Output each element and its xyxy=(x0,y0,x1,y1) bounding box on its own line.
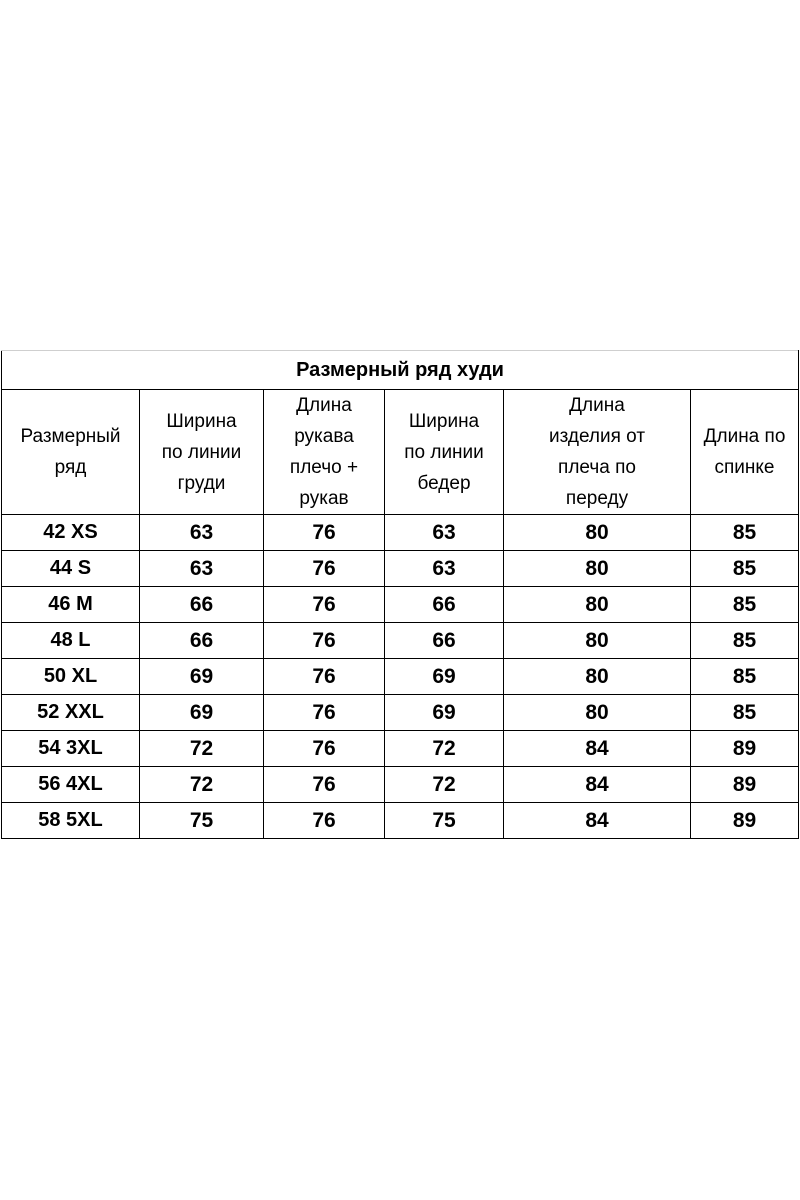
front-length-cell: 84 xyxy=(504,767,691,803)
sleeve-length-cell: 76 xyxy=(264,731,385,767)
sleeve-length-cell: 76 xyxy=(264,695,385,731)
header-hip-width: Ширина по линии бедер xyxy=(385,390,504,515)
hip-width-cell: 75 xyxy=(385,803,504,839)
back-length-cell: 85 xyxy=(691,551,799,587)
size-cell: 46 M xyxy=(2,587,140,623)
back-length-cell: 89 xyxy=(691,767,799,803)
header-back-length: Длина по спинке xyxy=(691,390,799,515)
table-row xyxy=(2,587,799,623)
front-length-cell: 80 xyxy=(504,659,691,695)
hip-width-cell: 63 xyxy=(385,515,504,551)
table-title: Размерный ряд худи xyxy=(2,351,799,390)
size-cell: 44 S xyxy=(2,551,140,587)
front-length-cell: 80 xyxy=(504,587,691,623)
header-row xyxy=(2,390,799,515)
table-row xyxy=(2,515,799,551)
size-cell: 52 XXL xyxy=(2,695,140,731)
hip-width-cell: 69 xyxy=(385,695,504,731)
size-cell: 56 4XL xyxy=(2,767,140,803)
hip-width-cell: 72 xyxy=(385,767,504,803)
back-length-cell: 85 xyxy=(691,659,799,695)
table-row xyxy=(2,695,799,731)
chest-width-cell: 63 xyxy=(140,515,264,551)
hip-width-cell: 66 xyxy=(385,623,504,659)
hip-width-cell: 69 xyxy=(385,659,504,695)
back-length-cell: 85 xyxy=(691,623,799,659)
hip-width-cell: 66 xyxy=(385,587,504,623)
sleeve-length-cell: 76 xyxy=(264,659,385,695)
front-length-cell: 84 xyxy=(504,731,691,767)
header-front-length: Длина изделия от плеча по переду xyxy=(504,390,691,515)
back-length-cell: 85 xyxy=(691,695,799,731)
size-cell: 58 5XL xyxy=(2,803,140,839)
sleeve-length-cell: 76 xyxy=(264,803,385,839)
front-length-cell: 80 xyxy=(504,551,691,587)
hip-width-cell: 72 xyxy=(385,731,504,767)
front-length-cell: 80 xyxy=(504,623,691,659)
header-sleeve-length: Длина рукава плечо + рукав xyxy=(264,390,385,515)
title-row xyxy=(2,351,799,390)
sleeve-length-cell: 76 xyxy=(264,515,385,551)
table-row xyxy=(2,659,799,695)
front-length-cell: 80 xyxy=(504,515,691,551)
table-row xyxy=(2,803,799,839)
chest-width-cell: 63 xyxy=(140,551,264,587)
hip-width-cell: 63 xyxy=(385,551,504,587)
chest-width-cell: 75 xyxy=(140,803,264,839)
header-size: Размерный ряд xyxy=(2,390,140,515)
sleeve-length-cell: 76 xyxy=(264,587,385,623)
chest-width-cell: 72 xyxy=(140,767,264,803)
sleeve-length-cell: 76 xyxy=(264,623,385,659)
table-row xyxy=(2,623,799,659)
size-chart-table xyxy=(1,350,799,839)
back-length-cell: 85 xyxy=(691,515,799,551)
size-cell: 48 L xyxy=(2,623,140,659)
chest-width-cell: 69 xyxy=(140,695,264,731)
size-chart-body xyxy=(2,351,799,839)
size-cell: 54 3XL xyxy=(2,731,140,767)
back-length-cell: 85 xyxy=(691,587,799,623)
sleeve-length-cell: 76 xyxy=(264,551,385,587)
table-row xyxy=(2,731,799,767)
back-length-cell: 89 xyxy=(691,731,799,767)
sleeve-length-cell: 76 xyxy=(264,767,385,803)
chest-width-cell: 66 xyxy=(140,623,264,659)
header-chest-width: Ширина по линии груди xyxy=(140,390,264,515)
chest-width-cell: 66 xyxy=(140,587,264,623)
size-cell: 42 XS xyxy=(2,515,140,551)
back-length-cell: 89 xyxy=(691,803,799,839)
size-cell: 50 XL xyxy=(2,659,140,695)
front-length-cell: 80 xyxy=(504,695,691,731)
table-row xyxy=(2,767,799,803)
chest-width-cell: 72 xyxy=(140,731,264,767)
table-row xyxy=(2,551,799,587)
chest-width-cell: 69 xyxy=(140,659,264,695)
front-length-cell: 84 xyxy=(504,803,691,839)
